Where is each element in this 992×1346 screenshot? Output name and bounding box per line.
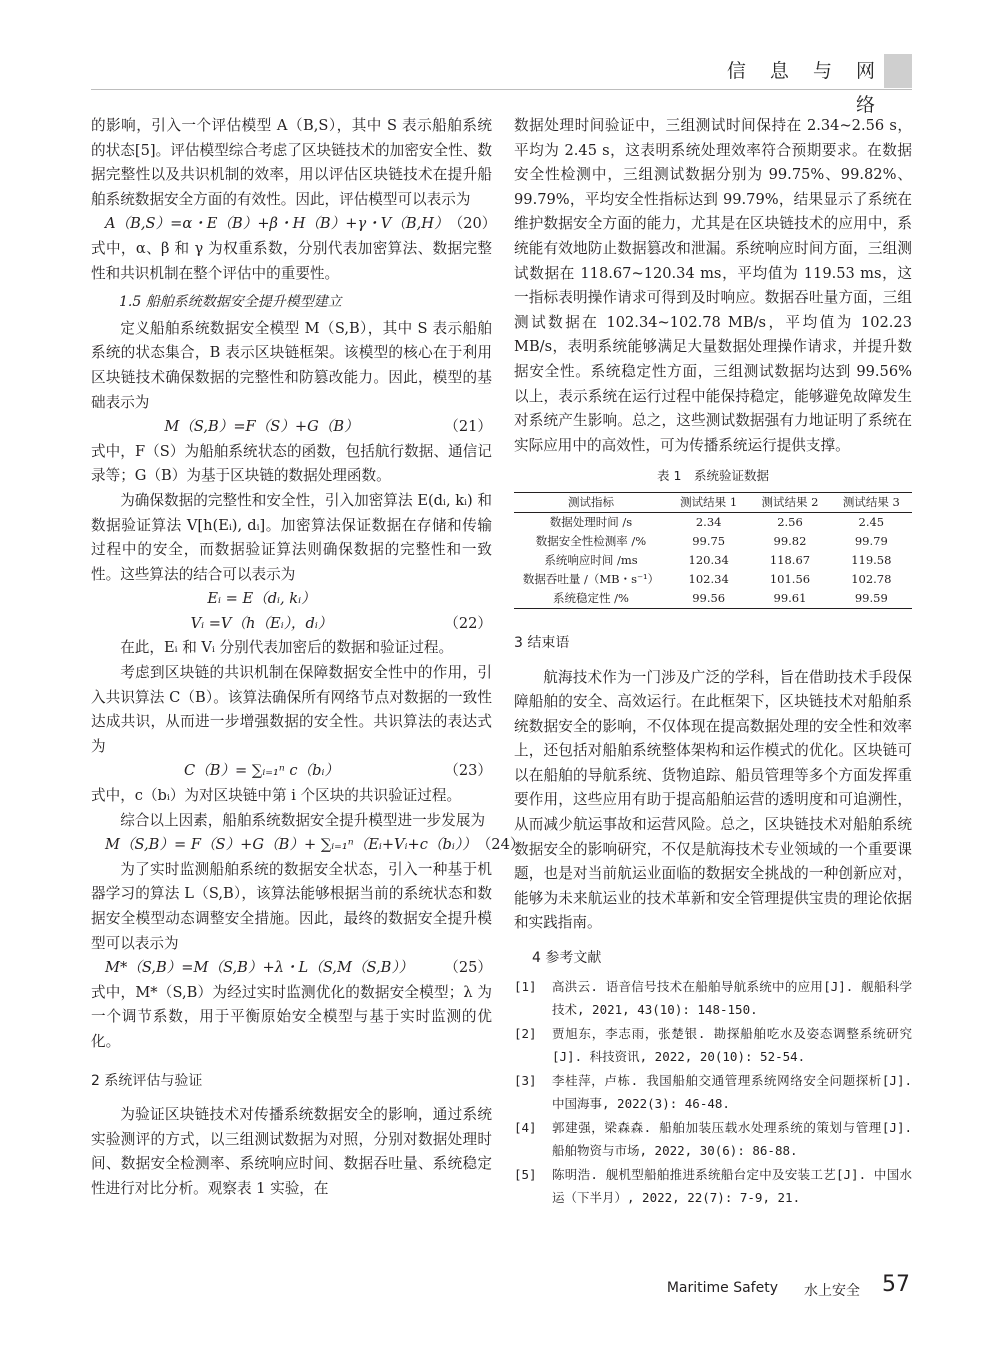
equation-number: （20）	[448, 215, 497, 233]
reference-number: [5]	[514, 1166, 537, 1182]
reference-number: [1]	[514, 978, 537, 994]
paragraph: 的影响，引入一个评估模型 A（B,S），其中 S 表示船舶系统的状态[5]。评估模型综合考虑了区块链技术的加密安全性、数据完整性以及共识机制的效率，用以评估区块链技术在提升船舶系统数据安全方面的有效性。因此，评估模型可以表示为	[91, 117, 492, 208]
equation	[91, 212, 497, 237]
table-header-cell: 测试结果 1	[668, 492, 749, 512]
table-cell: 120.34	[688, 552, 729, 567]
equation-expression: A（B,S）=α・E（B）+β・H（B）+γ・V（B,H）	[105, 215, 449, 233]
equation	[91, 587, 492, 612]
equation	[91, 612, 492, 637]
table-cell: 系统稳定性 /%	[514, 589, 668, 609]
equation-expression: M*（S,B）=M（S,B）+λ・L（S,M（S,B））	[105, 959, 414, 977]
reference-list	[514, 975, 912, 1210]
paragraph: 为了实时监测船舶系统的数据安全状态，引入一种基于机器学习的算法 L（S,B），该算法能够根据当前的系统状态和数据安全模型动态调整安全措施。因此，最终的数据安全提升模型可以表示为	[91, 860, 492, 952]
table-cell: 数据吞吐量 /（MB・s⁻¹）	[522, 571, 660, 586]
reference-item	[514, 1116, 912, 1163]
validation-table	[514, 492, 912, 609]
paragraph: 综合以上因素，船舶系统数据安全提升模型进一步发展为	[120, 811, 486, 829]
header-rule	[91, 89, 912, 90]
reference-item	[514, 1069, 912, 1116]
left-column	[91, 114, 525, 1202]
table-header-cell: 测试指标	[514, 492, 668, 512]
journal-name-en: Maritime Safety	[666, 1280, 778, 1296]
reference-number: [3]	[514, 1072, 537, 1088]
table-header-cell: 测试结果 2	[749, 492, 830, 512]
table-header-row	[514, 492, 912, 512]
paragraph: 为确保数据的完整性和安全性，引入加密算法 E(dᵢ, kᵢ) 和数据验证算法 V[h(Eᵢ), dᵢ]。加密算法保证数据在存储和传输过程中的安全，而数据验证算法则确保数据的完整性和一致性。这些算法的结合可以表示为	[91, 491, 492, 583]
section-title: 信 息 与 网 络	[726, 60, 884, 116]
table-row	[514, 570, 912, 589]
table-cell: 101.56	[769, 571, 811, 586]
page-footer	[650, 1272, 912, 1302]
equation-expression: C（B）= ∑ᵢ₌₁ⁿ c（bᵢ）	[183, 762, 340, 780]
table-cell: 119.58	[851, 552, 892, 567]
table-cell: 99.56	[668, 589, 749, 609]
paragraph: 式中，α、β 和 γ 为权重系数，分别代表加密算法、数据完整性和共识机制在整个评估中的重要性。	[91, 239, 492, 282]
conclusion-paragraph: 航海技术作为一门涉及广泛的学科，旨在借助技术手段保障船舶的安全、高效运行。在此框架下，区块链技术对船舶系统数据安全的影响，不仅体现在提高数据处理的安全性和效率上，还包括对船舶系统整体架构和运作模式的优化。区块链可以在船舶的导航系统、货物追踪、船员管理等多个方面发挥重要作用，这些应用有助于提高船舶运营的透明度和可追溯性，从而减少航运事故和运营风险。总之，区块链技术对船舶系统数据安全的影响研究，不仅是航海技术专业领域的一个重要课题，也是对当前航运业面临的数据安全挑战的一种创新应对，能够为未来航运业的技术革新和安全管理提供宝贵的理论依据和实践指南。	[514, 668, 912, 932]
equation-number: （23）	[444, 762, 492, 780]
reference-text: 李桂萍，卢栋. 我国船舶交通管理系统网络安全问题探析[J]. 中国海事, 2022(3): 46-48.	[552, 1072, 912, 1112]
table-cell: 99.59	[831, 589, 912, 609]
equation-number: （21）	[444, 418, 492, 436]
section-heading: 2 系统评估与验证	[91, 1072, 203, 1089]
equation-number: （22）	[444, 614, 492, 632]
paragraph: 式中，M*（S,B）为经过实时监测优化的数据安全模型；λ 为一个调节系数，用于平衡原始安全模型与基于实时监测的优化。	[91, 983, 492, 1050]
equation-expression: Vᵢ =V（h（Eᵢ），dᵢ）	[190, 614, 333, 632]
table-cell: 数据安全性检测率 /%	[535, 533, 647, 548]
paragraph: 定义船舶系统数据安全模型 M（S,B），其中 S 表示船舶系统的状态集合，B 表示区块链框架。该模型的核心在于利用区块链技术确保数据的完整性和防篡改能力。因此，模型的基础表示为	[91, 319, 492, 411]
paragraph: 式中，c（bᵢ）为对区块链中第 i 个区块的共识验证过程。	[91, 787, 462, 805]
table-cell: 99.79	[854, 533, 888, 548]
table-row	[514, 512, 912, 532]
table-row	[514, 532, 912, 551]
section-4-heading: 4 参考文献	[532, 950, 602, 967]
reference-item	[514, 975, 912, 1022]
table-cell: 99.75	[692, 533, 726, 548]
table-caption: 表 1 系统验证数据	[657, 468, 769, 484]
equation-expression: Eᵢ = E（dᵢ, kᵢ）	[207, 590, 316, 608]
table-cell: 99.82	[773, 533, 807, 548]
section-3-heading: 3 结束语	[514, 634, 570, 651]
reference-item	[514, 1022, 912, 1069]
table-cell: 2.34	[695, 514, 722, 529]
right-column	[514, 114, 912, 1210]
paragraph: 为验证区块链技术对传播系统数据安全的影响，通过系统实验测评的方式，以三组测试数据为对照，分别对数据处理时间、数据安全检测率、系统响应时间、数据吞吐量、系统稳定性进行对比分析。观察表 1 实验，在	[91, 1106, 492, 1197]
journal-name-zh: 水上安全	[804, 1283, 860, 1299]
paragraph: 在此，Eᵢ 和 Vᵢ 分别代表加密后的数据和验证过程。	[120, 639, 454, 657]
table-row	[514, 551, 912, 570]
equation-expression: M（S,B）=F（S）+G（B）	[164, 418, 359, 436]
table-cell: 118.67	[769, 552, 811, 567]
reference-text: 贾旭东，李志雨，张楚银. 勘探船舶吃水及姿态调整系统研究[J]. 科技资讯, 2022, 20(10): 52-54.	[552, 1025, 912, 1065]
table-cell: 99.61	[749, 589, 830, 609]
equation	[91, 833, 525, 858]
reference-text: 郭建强，梁森森. 船舶加装压载水处理系统的策划与管理[J]. 船舶物资与市场, 2022, 30(6): 86-88.	[552, 1119, 912, 1159]
table-cell: 2.56	[777, 514, 803, 529]
paragraph: 考虑到区块链的共识机制在保障数据安全性中的作用，引入共识算法 C（B）。该算法确保所有网络节点对数据的一致性达成共识，从而进一步增强数据的安全性。共识算法的表达式为	[91, 664, 492, 755]
header-tab-block	[884, 54, 912, 88]
reference-item	[514, 1163, 912, 1210]
page-number: 57	[882, 1272, 910, 1297]
equation-number: （24）	[476, 836, 525, 854]
equation-expression: M（S,B）= F（S）+G（B）+ ∑ᵢ₌₁ⁿ（Eᵢ+Vᵢ+c（bᵢ））	[105, 836, 477, 854]
reference-text: 高洪云. 语音信号技术在船舶导航系统中的应用[J]. 舰船科学技术, 2021, 43(10): 148-150.	[552, 978, 912, 1018]
table-row	[514, 589, 912, 609]
subsection-heading: 1.5 船舶系统数据安全提升模型建立	[119, 294, 342, 311]
equation-number: （25）	[444, 959, 492, 977]
table-cell: 系统响应时间 /ms	[544, 552, 638, 567]
reference-text: 陈明浩. 舰机型船舶推进系统船台定中及安装工艺[J]. 中国水运（下半月）, 2022, 22(7): 7-9, 21.	[552, 1166, 912, 1206]
table-cell: 2.45	[858, 514, 885, 529]
equation	[91, 956, 492, 981]
paragraph: 式中，F（S）为船舶系统状态的函数，包括航行数据、通信记录等；G（B）为基于区块链的数据处理函数。	[91, 442, 492, 485]
results-paragraph: 数据处理时间验证中，三组测试时间保持在 2.34~2.56 s，平均为 2.45 s，这表明系统处理效率符合预期要求。在数据安全性检测中，三组测试数据分别为 99.75%、99.82%、99.79%，平均安全性指标达到 99.79%，结果显示了系统在维护数据安全方面的能力，尤其是在区块链技术的应用中，系统能有效地防止数据篡改和泄漏。系统响应时间方面，三组测试数据在 118.67~120.34 ms，平均值为 119.53 ms，这一指标表明操作请求可得到及时响应。数据吞吐量方面，三组测试数据在 102.34~102.78 MB/s，平均值为 102.23 MB/s，表明系统能够满足大量数据处理操作请求，并提升数据安全性。系统稳定性方面，三组测试数据均达到 99.56% 以上，表示系统在运行过程中能保持稳定，能够避免故障发生对系统产生影响。总之，这些测试数据强有力地证明了系统在实际应用中的高效性，可为传播系统运行提供支撑。	[514, 117, 912, 454]
reference-number: [2]	[514, 1025, 537, 1041]
table-cell: 102.34	[688, 571, 729, 586]
equation	[91, 759, 492, 784]
table-cell: 数据处理时间 /s	[549, 514, 633, 529]
table-cell: 102.78	[851, 571, 892, 586]
equation	[91, 415, 492, 440]
table-header-cell: 测试结果 3	[831, 492, 912, 512]
reference-number: [4]	[514, 1119, 537, 1135]
